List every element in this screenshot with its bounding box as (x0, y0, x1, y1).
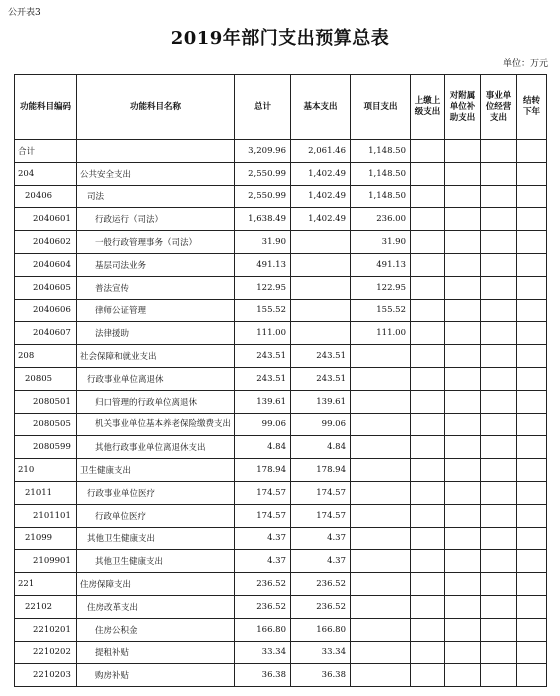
table-row (15, 367, 547, 390)
row-name (77, 140, 235, 163)
row-name: 其他行政事业单位离退休支出 (77, 436, 235, 459)
row-subsidy (445, 504, 481, 527)
row-upper (411, 253, 445, 276)
row-basic: 166.80 (291, 618, 351, 641)
table-row (15, 550, 547, 573)
row-total: 3,209.96 (235, 140, 291, 163)
row-project: 491.13 (351, 253, 411, 276)
header-code: 功能科目编码 (15, 75, 77, 140)
row-basic: 33.34 (291, 641, 351, 664)
row-business (481, 504, 517, 527)
row-carry (517, 618, 547, 641)
row-business (481, 231, 517, 254)
table-row (15, 253, 547, 276)
row-basic: 236.52 (291, 573, 351, 596)
row-subsidy (445, 595, 481, 618)
row-upper (411, 322, 445, 345)
row-subsidy (445, 162, 481, 185)
row-basic: 1,402.49 (291, 208, 351, 231)
row-project: 31.90 (351, 231, 411, 254)
header-subsidy: 对附属单位补助支出 (445, 75, 481, 140)
row-business (481, 641, 517, 664)
row-business (481, 253, 517, 276)
row-name: 法律援助 (77, 322, 235, 345)
row-project (351, 573, 411, 596)
table-row (15, 595, 547, 618)
row-basic (291, 253, 351, 276)
row-upper (411, 527, 445, 550)
row-business (481, 345, 517, 368)
row-total: 243.51 (235, 345, 291, 368)
row-project (351, 527, 411, 550)
row-subsidy (445, 253, 481, 276)
table-row (15, 299, 547, 322)
row-upper (411, 299, 445, 322)
row-business (481, 413, 517, 436)
row-basic: 4.37 (291, 527, 351, 550)
header-carry: 结转下年 (517, 75, 547, 140)
row-business (481, 459, 517, 482)
table-row (15, 162, 547, 185)
row-basic (291, 276, 351, 299)
row-project (351, 345, 411, 368)
row-carry (517, 367, 547, 390)
row-total: 31.90 (235, 231, 291, 254)
row-name: 住房公积金 (77, 618, 235, 641)
table-row (15, 527, 547, 550)
row-upper (411, 595, 445, 618)
row-subsidy (445, 413, 481, 436)
row-project (351, 504, 411, 527)
row-code: 22102 (15, 595, 77, 618)
row-code: 2040602 (15, 231, 77, 254)
row-code: 2080505 (15, 413, 77, 436)
row-subsidy (445, 664, 481, 687)
row-name: 行政运行（司法） (77, 208, 235, 231)
table-row (15, 208, 547, 231)
row-subsidy (445, 231, 481, 254)
row-business (481, 618, 517, 641)
row-total: 243.51 (235, 367, 291, 390)
row-business (481, 140, 517, 163)
row-carry (517, 459, 547, 482)
row-project (351, 664, 411, 687)
row-name: 归口管理的行政单位离退休 (77, 390, 235, 413)
row-name: 行政单位医疗 (77, 504, 235, 527)
row-upper (411, 573, 445, 596)
row-upper (411, 459, 445, 482)
table-row (15, 481, 547, 504)
row-project (351, 641, 411, 664)
row-business (481, 436, 517, 459)
table-row (15, 641, 547, 664)
row-business (481, 550, 517, 573)
row-carry (517, 664, 547, 687)
row-carry (517, 550, 547, 573)
row-code: 21099 (15, 527, 77, 550)
row-subsidy (445, 550, 481, 573)
row-name: 基层司法业务 (77, 253, 235, 276)
row-upper (411, 345, 445, 368)
row-name: 其他卫生健康支出 (77, 550, 235, 573)
row-upper (411, 664, 445, 687)
row-name: 社会保障和就业支出 (77, 345, 235, 368)
row-code: 2210201 (15, 618, 77, 641)
row-project: 1,148.50 (351, 162, 411, 185)
row-name: 卫生健康支出 (77, 459, 235, 482)
row-carry (517, 345, 547, 368)
row-subsidy (445, 185, 481, 208)
row-project: 236.00 (351, 208, 411, 231)
row-basic: 36.38 (291, 664, 351, 687)
row-subsidy (445, 322, 481, 345)
row-business (481, 664, 517, 687)
row-basic: 236.52 (291, 595, 351, 618)
row-project (351, 367, 411, 390)
row-business (481, 299, 517, 322)
row-name: 住房改革支出 (77, 595, 235, 618)
row-total: 2,550.99 (235, 185, 291, 208)
row-project: 111.00 (351, 322, 411, 345)
row-upper (411, 231, 445, 254)
row-carry (517, 527, 547, 550)
row-business (481, 390, 517, 413)
row-code: 2080599 (15, 436, 77, 459)
row-business (481, 595, 517, 618)
row-basic: 174.57 (291, 504, 351, 527)
row-name: 行政事业单位离退休 (77, 367, 235, 390)
table-row (15, 573, 547, 596)
row-total: 178.94 (235, 459, 291, 482)
row-total: 36.38 (235, 664, 291, 687)
row-code: 2080501 (15, 390, 77, 413)
row-business (481, 367, 517, 390)
row-code: 208 (15, 345, 77, 368)
header-name: 功能科目名称 (77, 75, 235, 140)
row-business (481, 208, 517, 231)
row-basic: 2,061.46 (291, 140, 351, 163)
unit-label: 单位：万元 (502, 59, 548, 69)
row-subsidy (445, 527, 481, 550)
table-row (15, 504, 547, 527)
row-code: 合计 (15, 140, 77, 163)
row-business (481, 481, 517, 504)
row-total: 2,550.99 (235, 162, 291, 185)
table-row (15, 345, 547, 368)
row-total: 174.57 (235, 504, 291, 527)
row-carry (517, 231, 547, 254)
row-basic: 139.61 (291, 390, 351, 413)
row-basic (291, 231, 351, 254)
row-name: 机关事业单位基本养老保险缴费支出 (77, 413, 235, 436)
table-row (15, 276, 547, 299)
row-total: 122.95 (235, 276, 291, 299)
row-upper (411, 504, 445, 527)
row-code: 2040606 (15, 299, 77, 322)
row-subsidy (445, 299, 481, 322)
row-code: 20406 (15, 185, 77, 208)
row-name: 公共安全支出 (77, 162, 235, 185)
table-row (15, 664, 547, 687)
row-business (481, 185, 517, 208)
row-project: 122.95 (351, 276, 411, 299)
row-subsidy (445, 208, 481, 231)
row-basic (291, 299, 351, 322)
row-subsidy (445, 618, 481, 641)
row-upper (411, 618, 445, 641)
row-code: 2109901 (15, 550, 77, 573)
row-project (351, 459, 411, 482)
row-name: 司法 (77, 185, 235, 208)
row-carry (517, 413, 547, 436)
row-code: 2040604 (15, 253, 77, 276)
row-carry (517, 299, 547, 322)
row-carry (517, 481, 547, 504)
row-code: 21011 (15, 481, 77, 504)
table-row (15, 322, 547, 345)
row-upper (411, 390, 445, 413)
row-code: 221 (15, 573, 77, 596)
row-carry (517, 641, 547, 664)
table-row (15, 618, 547, 641)
row-carry (517, 140, 547, 163)
row-name: 其他卫生健康支出 (77, 527, 235, 550)
row-subsidy (445, 573, 481, 596)
row-basic: 174.57 (291, 481, 351, 504)
row-subsidy (445, 436, 481, 459)
row-upper (411, 208, 445, 231)
row-basic: 243.51 (291, 367, 351, 390)
row-total: 4.37 (235, 527, 291, 550)
row-carry (517, 595, 547, 618)
table-row (15, 436, 547, 459)
row-code: 2101101 (15, 504, 77, 527)
document-tag: 公开表3 (8, 8, 41, 18)
row-upper (411, 367, 445, 390)
row-subsidy (445, 641, 481, 664)
table-row (15, 231, 547, 254)
row-total: 99.06 (235, 413, 291, 436)
row-total: 236.52 (235, 595, 291, 618)
row-code: 2040605 (15, 276, 77, 299)
row-name: 一般行政管理事务（司法） (77, 231, 235, 254)
row-basic: 1,402.49 (291, 162, 351, 185)
row-total: 111.00 (235, 322, 291, 345)
row-business (481, 162, 517, 185)
row-code: 204 (15, 162, 77, 185)
row-name: 律师公证管理 (77, 299, 235, 322)
row-project: 155.52 (351, 299, 411, 322)
row-subsidy (445, 459, 481, 482)
row-subsidy (445, 481, 481, 504)
row-total: 139.61 (235, 390, 291, 413)
row-business (481, 276, 517, 299)
row-code: 210 (15, 459, 77, 482)
header-basic: 基本支出 (291, 75, 351, 140)
table-row (15, 459, 547, 482)
table-row (15, 185, 547, 208)
header-total: 总计 (235, 75, 291, 140)
row-subsidy (445, 367, 481, 390)
row-subsidy (445, 390, 481, 413)
row-total: 155.52 (235, 299, 291, 322)
row-project: 1,148.50 (351, 185, 411, 208)
row-upper (411, 185, 445, 208)
row-subsidy (445, 276, 481, 299)
row-carry (517, 322, 547, 345)
row-basic: 1,402.49 (291, 185, 351, 208)
row-project (351, 618, 411, 641)
row-project (351, 390, 411, 413)
row-total: 1,638.49 (235, 208, 291, 231)
row-name: 普法宣传 (77, 276, 235, 299)
row-project (351, 436, 411, 459)
header-project: 项目支出 (351, 75, 411, 140)
row-total: 174.57 (235, 481, 291, 504)
table-row (15, 140, 547, 163)
row-business (481, 573, 517, 596)
row-project: 1,148.50 (351, 140, 411, 163)
row-basic: 178.94 (291, 459, 351, 482)
row-upper (411, 481, 445, 504)
row-carry (517, 436, 547, 459)
row-project (351, 550, 411, 573)
row-total: 4.84 (235, 436, 291, 459)
row-total: 236.52 (235, 573, 291, 596)
row-upper (411, 162, 445, 185)
row-carry (517, 208, 547, 231)
row-project (351, 413, 411, 436)
row-business (481, 527, 517, 550)
row-name: 提租补贴 (77, 641, 235, 664)
row-carry (517, 253, 547, 276)
row-name: 住房保障支出 (77, 573, 235, 596)
row-code: 2210203 (15, 664, 77, 687)
row-carry (517, 162, 547, 185)
row-upper (411, 276, 445, 299)
row-code: 2040607 (15, 322, 77, 345)
row-total: 4.37 (235, 550, 291, 573)
row-code: 2210202 (15, 641, 77, 664)
row-project (351, 481, 411, 504)
table-row (15, 413, 547, 436)
row-code: 2040601 (15, 208, 77, 231)
row-total: 491.13 (235, 253, 291, 276)
row-business (481, 322, 517, 345)
row-code: 20805 (15, 367, 77, 390)
row-carry (517, 573, 547, 596)
row-total: 33.34 (235, 641, 291, 664)
row-carry (517, 276, 547, 299)
row-upper (411, 641, 445, 664)
row-upper (411, 140, 445, 163)
budget-table (14, 74, 547, 687)
row-name: 行政事业单位医疗 (77, 481, 235, 504)
row-carry (517, 390, 547, 413)
row-upper (411, 413, 445, 436)
row-project (351, 595, 411, 618)
row-basic (291, 322, 351, 345)
row-upper (411, 550, 445, 573)
header-business: 事业单位经营支出 (481, 75, 517, 140)
row-upper (411, 436, 445, 459)
row-subsidy (445, 345, 481, 368)
row-subsidy (445, 140, 481, 163)
row-basic: 99.06 (291, 413, 351, 436)
row-carry (517, 504, 547, 527)
row-basic: 4.84 (291, 436, 351, 459)
header-upper: 上缴上级支出 (411, 75, 445, 140)
row-basic: 243.51 (291, 345, 351, 368)
row-total: 166.80 (235, 618, 291, 641)
row-name: 购房补贴 (77, 664, 235, 687)
row-carry (517, 185, 547, 208)
row-basic: 4.37 (291, 550, 351, 573)
table-row (15, 390, 547, 413)
page-title: 2019年部门支出预算总表 (170, 28, 390, 49)
table-header-row (15, 75, 547, 140)
